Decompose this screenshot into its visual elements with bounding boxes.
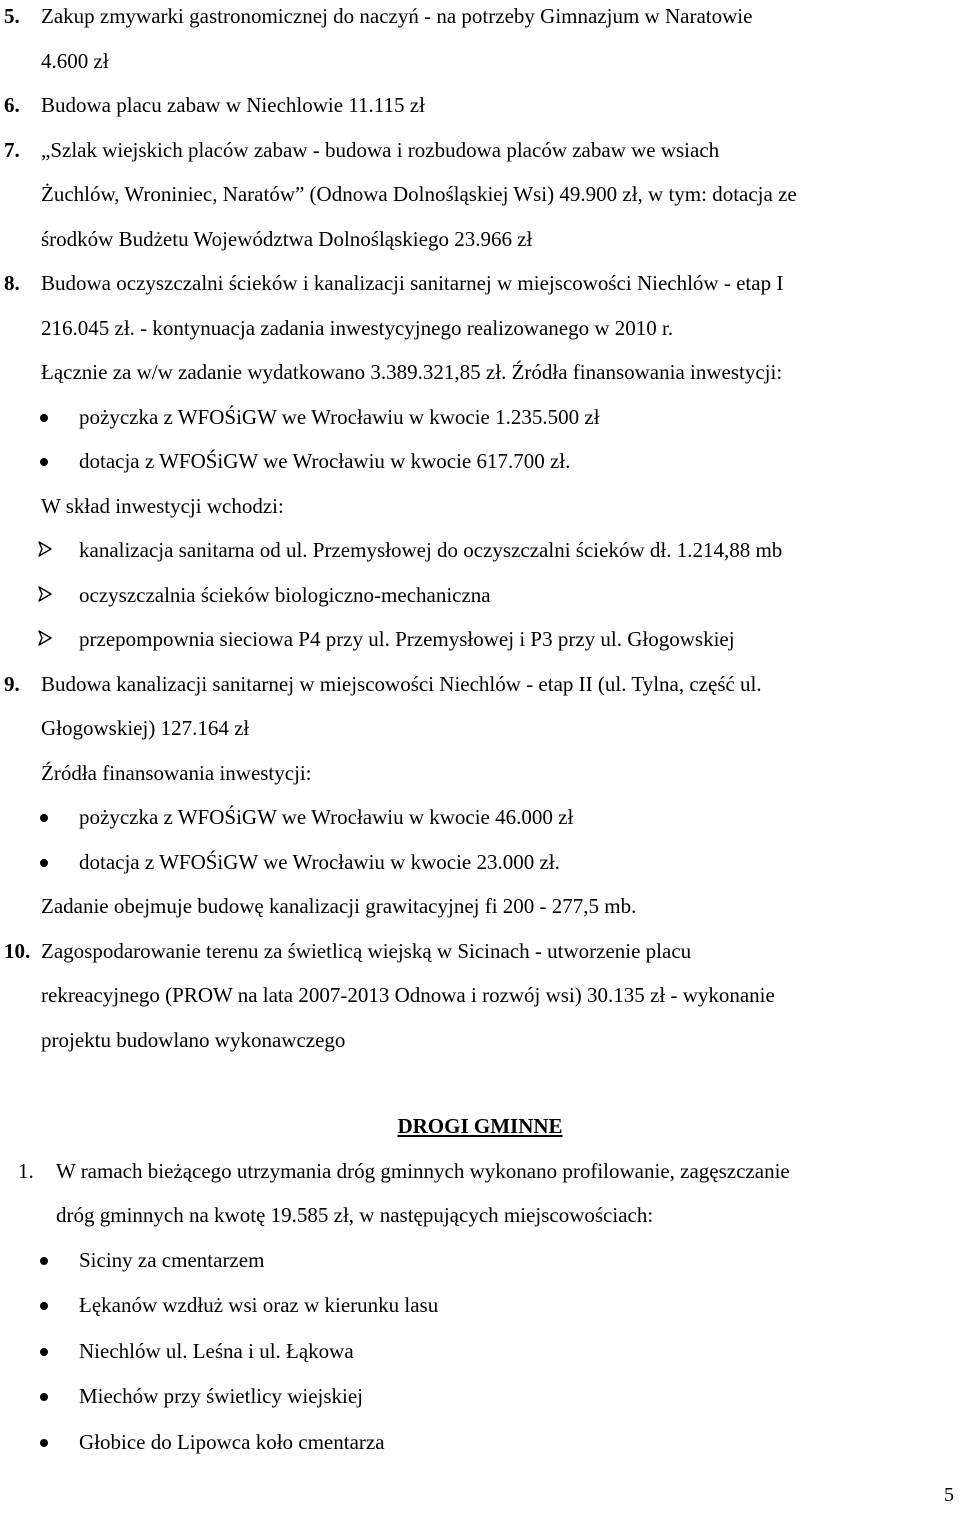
list-item: [0, 1420, 960, 1466]
list-item-7-cont: [0, 172, 960, 217]
item-text-line: Budowa kanalizacji sanitarnej w miejscowości Niechlów - etap II (ul. Tylna, część ul.: [41, 671, 762, 696]
bullet-icon: [40, 1257, 48, 1265]
note-row: [0, 884, 960, 929]
item-text-line: Budowa placu zabaw w Niechlowie 11.115 zł: [41, 93, 425, 117]
item-text-line: „Szlak wiejskich placów zabaw - budowa i rozbudowa placów zabaw we wsiach: [41, 137, 720, 162]
roads-item-1-cont: [0, 1193, 960, 1238]
item-number: 1.: [18, 1158, 34, 1183]
list-item: [0, 1374, 960, 1420]
item-text-line: Budowa oczyszczalni ścieków i kanalizacji sanitarnej w miejscowości Niechlów - etap I: [41, 271, 784, 295]
bullet-text: pożyczka z WFOŚiGW we Wrocławiu w kwocie 1.235.500 zł: [79, 404, 600, 429]
bullet-icon: [40, 1393, 48, 1401]
list-item: [0, 840, 960, 885]
item-text-line: Źródła finansowania inwestycji:: [41, 760, 312, 785]
list-item-10-cont: [0, 1018, 960, 1063]
bullet-text: Łękanów wzdłuż wsi oraz w kierunku lasu: [79, 1293, 439, 1317]
bullet-icon: [40, 414, 48, 422]
list-item: [0, 439, 960, 484]
bullet-icon: [40, 458, 48, 466]
item-text-line: W ramach bieżącego utrzymania dróg gminnych wykonano profilowanie, zagęszczanie: [56, 1158, 790, 1183]
item-text-line: dróg gminnych na kwotę 19.585 zł, w następujących miejscowościach:: [56, 1203, 654, 1227]
list-item-7: [0, 128, 960, 173]
item-number: 10.: [4, 938, 31, 963]
item-text-line: rekreacyjnego (PROW na lata 2007-2013 Odnowa i rozwój wsi) 30.135 zł - wykonanie: [41, 983, 775, 1007]
item-text-line: Żuchlów, Wroniniec, Naratów” (Odnowa Dolnośląskiej Wsi) 49.900 zł, w tym: dotacja ze: [41, 182, 797, 206]
bullet-text: dotacja z WFOŚiGW we Wrocławiu w kwocie 617.700 zł.: [79, 449, 571, 473]
list-item-8-cont: [0, 350, 960, 395]
list-item-6: [0, 83, 960, 128]
list-item: [0, 1238, 960, 1284]
item-text-line: 216.045 zł. - kontynuacja zadania inwestycyjnego realizowanego w 2010 r.: [41, 315, 674, 340]
arrow-bullet-icon: [38, 586, 52, 602]
list-item-8: [0, 261, 960, 306]
item-text-line: Głogowskiej) 127.164 zł: [41, 716, 250, 740]
list-item: [0, 795, 960, 840]
item-text-line: Łącznie za w/w zadanie wydatkowano 3.389.321,85 zł. Źródła finansowania inwestycji:: [41, 360, 783, 384]
spacer: [0, 1062, 960, 1104]
arrow-bullet-text: kanalizacja sanitarna od ul. Przemysłowej do oczyszczalni ścieków dł. 1.214,88 mb: [79, 538, 783, 562]
item-number: 5.: [4, 4, 20, 28]
bullet-icon: [40, 1348, 48, 1356]
list-item-5: [0, 0, 960, 39]
bullet-icon: [40, 814, 48, 822]
list-item-8-cont: [0, 306, 960, 351]
sub-heading: W skład inwestycji wchodzi:: [41, 493, 284, 518]
bullet-text: Głobice do Lipowca koło cmentarza: [79, 1429, 385, 1454]
bullet-text: Siciny za cmentarzem: [79, 1247, 265, 1272]
arrow-bullet-text: oczyszczalnia ścieków biologiczno-mechaniczna: [79, 582, 491, 607]
list-item: [0, 1283, 960, 1329]
item-text-line: Zagospodarowanie terenu za świetlicą wiejską w Sicinach - utworzenie placu: [41, 938, 692, 963]
bullet-icon: [40, 1302, 48, 1310]
item-number: 7.: [4, 137, 20, 162]
sub-heading-row: [0, 484, 960, 529]
list-item: [0, 528, 960, 573]
arrow-bullet-text: przepompownia sieciowa P4 przy ul. Przemysłowej i P3 przy ul. Głogowskiej: [79, 627, 735, 651]
item-text-line: projektu budowlano wykonawczego: [41, 1027, 346, 1052]
bullet-text: pożyczka z WFOŚiGW we Wrocławiu w kwocie 46.000 zł: [79, 805, 574, 829]
list-item: [0, 617, 960, 662]
item-text-line: środków Budżetu Województwa Dolnośląskiego 23.966 zł: [41, 226, 533, 251]
item-text-line: [41, 0, 955, 39]
list-item-7-cont: [0, 217, 960, 262]
list-item: [0, 1329, 960, 1375]
bullet-icon: [40, 859, 48, 867]
list-item-10-cont: [0, 973, 960, 1018]
list-item-5-cont: [0, 39, 960, 84]
list-item-9: [0, 662, 960, 707]
text-line: Zakup zmywarki gastronomicznej do naczyń - na potrzeby Gimnazjum w Naratowie: [41, 4, 753, 28]
list-item-9-cont: [0, 751, 960, 796]
item-number: 9.: [4, 671, 20, 696]
section-heading: DROGI GMINNE: [397, 1114, 563, 1138]
bullet-text: dotacja z WFOŚiGW we Wrocławiu w kwocie 23.000 zł.: [79, 849, 560, 874]
bullet-icon: [40, 1439, 48, 1447]
item-number: 6.: [4, 93, 20, 117]
list-item-9-cont: [0, 706, 960, 751]
item-text-line: 4.600 zł: [41, 48, 109, 73]
item-number: 8.: [4, 271, 20, 295]
bullet-text: Niechlów ul. Leśna i ul. Łąkowa: [79, 1338, 354, 1363]
list-item: [0, 573, 960, 618]
arrow-bullet-icon: [38, 630, 52, 646]
list-item: [0, 395, 960, 440]
roads-item-1: [0, 1149, 960, 1194]
bullet-text: Miechów przy świetlicy wiejskiej: [79, 1384, 364, 1408]
arrow-bullet-icon: [38, 541, 52, 557]
page-number: 5: [944, 1484, 954, 1506]
list-item-10: [0, 929, 960, 974]
note-text: Zadanie obejmuje budowę kanalizacji grawitacyjnej fi 200 - 277,5 mb.: [41, 894, 637, 918]
